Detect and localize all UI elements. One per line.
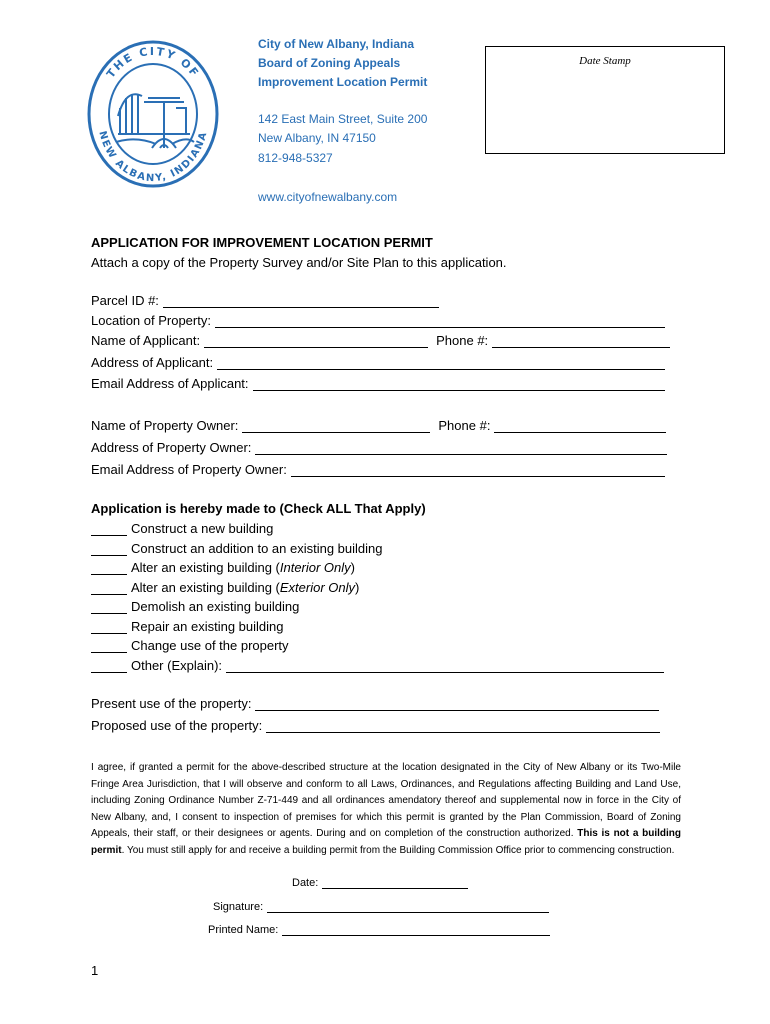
applicant-name-label: Name of Applicant: xyxy=(91,333,201,348)
applicant-phone-field[interactable] xyxy=(492,335,670,348)
date-stamp-label: Date Stamp xyxy=(579,55,631,67)
owner-email-row xyxy=(91,462,665,477)
applicant-name-field[interactable] xyxy=(204,335,428,348)
signature-row xyxy=(213,900,549,913)
form-subtitle: Attach a copy of the Property Survey and/or Site Plan to this application. xyxy=(91,255,507,270)
applicant-name-row xyxy=(91,333,670,348)
agreement-text-end: . You must still apply for and receive a building permit from the Building Commission Office prior to commencing construction. xyxy=(121,844,675,856)
option-label: Repair an existing building xyxy=(131,619,284,634)
option-label: Demolish an existing building xyxy=(131,599,300,614)
phone-number: 812-948-5327 xyxy=(258,151,333,165)
option-label: Construct an addition to an existing building xyxy=(131,541,383,556)
printed-name-row xyxy=(208,923,550,936)
applicant-phone-label: Phone #: xyxy=(436,333,489,348)
option-check-blank[interactable] xyxy=(91,562,127,575)
applicant-address-label: Address of Applicant: xyxy=(91,355,214,370)
seal-text-top: THE CITY OF xyxy=(104,44,202,81)
signature-field[interactable] xyxy=(267,900,549,913)
location-label: Location of Property: xyxy=(91,313,211,328)
option-label: Construct a new building xyxy=(131,521,274,536)
proposed-use-row xyxy=(91,718,660,733)
website-link[interactable]: www.cityofnewalbany.com xyxy=(258,190,398,204)
option-check-blank[interactable] xyxy=(91,523,127,536)
location-field[interactable] xyxy=(215,315,665,328)
city-seal-logo xyxy=(86,38,220,190)
printed-name-field[interactable] xyxy=(282,923,550,936)
option-label-end: ) xyxy=(355,580,360,595)
agreement-paragraph xyxy=(91,760,681,859)
agreement-text: I agree, if granted a permit for the above-described structure at the location designated in the City of New Albany or its Two-Mile Fringe Area Jurisdiction, that I will observe and conform to all Laws, Ordinances, and Regulations affecting Building and Land Use, including Zoning Ordinance Number Z-71-449 and all ordinances amendatory thereof and supplemental now in force in the City of New Albany, and, I consent to inspection of premises for which this permit is granted by the Plan Commission, Board of Zoning Appeals, their staff, or their designees or agents. During and on completion of the construction authorized. xyxy=(91,762,681,839)
parcel-field[interactable] xyxy=(163,295,439,308)
owner-address-field[interactable] xyxy=(255,442,667,455)
seal-text-bottom: NEW ALBANY, INDIANA xyxy=(96,129,210,185)
proposed-use-label: Proposed use of the property: xyxy=(91,718,263,733)
present-use-field[interactable] xyxy=(255,698,659,711)
option-row xyxy=(91,521,273,536)
parcel-label: Parcel ID #: xyxy=(91,293,159,308)
owner-name-field[interactable] xyxy=(242,420,430,433)
option-row xyxy=(91,560,355,575)
applicant-email-field[interactable] xyxy=(253,378,665,391)
address-street: 142 East Main Street, Suite 200 xyxy=(258,112,428,126)
option-label: Change use of the property xyxy=(131,638,289,653)
org-board: Board of Zoning Appeals xyxy=(258,56,401,70)
option-check-blank[interactable] xyxy=(91,601,127,614)
owner-name-row xyxy=(91,418,666,433)
present-use-row xyxy=(91,696,659,711)
address-city: New Albany, IN 47150 xyxy=(258,131,376,145)
svg-text:THE CITY OF xyxy=(104,45,202,80)
org-permit-title: Improvement Location Permit xyxy=(258,75,428,89)
date-label: Date: xyxy=(292,877,319,889)
option-row xyxy=(91,580,359,595)
applicant-email-row xyxy=(91,376,665,391)
option-label: Alter an existing building ( xyxy=(131,580,280,595)
option-label-italic: Exterior Only xyxy=(279,580,355,595)
owner-email-field[interactable] xyxy=(291,464,665,477)
owner-phone-field[interactable] xyxy=(494,420,666,433)
option-label: Other (Explain): xyxy=(131,658,223,673)
option-check-blank[interactable] xyxy=(91,640,127,653)
option-label: Alter an existing building ( xyxy=(131,560,280,575)
option-check-blank[interactable] xyxy=(91,621,127,634)
application-heading: Application is hereby made to (Check ALL That Apply) xyxy=(91,501,426,516)
date-stamp-box xyxy=(485,46,725,154)
form-title: APPLICATION FOR IMPROVEMENT LOCATION PERMIT xyxy=(91,235,433,250)
option-row xyxy=(91,619,283,634)
location-row xyxy=(91,313,665,328)
agreement-bold-text: This is not a building permit xyxy=(91,828,681,856)
option-row xyxy=(91,658,664,673)
page-number: 1 xyxy=(91,963,99,978)
present-use-label: Present use of the property: xyxy=(91,696,252,711)
owner-email-label: Email Address of Property Owner: xyxy=(91,462,287,477)
applicant-address-row xyxy=(91,355,665,370)
applicant-address-field[interactable] xyxy=(217,357,665,370)
signature-label: Signature: xyxy=(213,901,264,913)
date-field[interactable] xyxy=(322,876,468,889)
proposed-use-field[interactable] xyxy=(266,720,660,733)
owner-phone-label: Phone #: xyxy=(438,418,491,433)
option-check-blank[interactable] xyxy=(91,543,127,556)
org-name: City of New Albany, Indiana xyxy=(258,37,415,51)
option-label-end: ) xyxy=(350,560,356,575)
other-explain-field[interactable] xyxy=(226,660,664,673)
parcel-row xyxy=(91,293,439,308)
option-row xyxy=(91,541,383,556)
option-check-blank[interactable] xyxy=(91,582,127,595)
owner-name-label: Name of Property Owner: xyxy=(91,418,239,433)
option-label-italic: Interior Only xyxy=(279,560,351,575)
option-row xyxy=(91,599,299,614)
applicant-email-label: Email Address of Applicant: xyxy=(91,376,249,391)
option-row xyxy=(91,638,289,653)
owner-address-row xyxy=(91,440,667,455)
printed-name-label: Printed Name: xyxy=(208,924,279,936)
date-row xyxy=(292,876,468,889)
option-check-blank[interactable] xyxy=(91,660,127,673)
owner-address-label: Address of Property Owner: xyxy=(91,440,252,455)
